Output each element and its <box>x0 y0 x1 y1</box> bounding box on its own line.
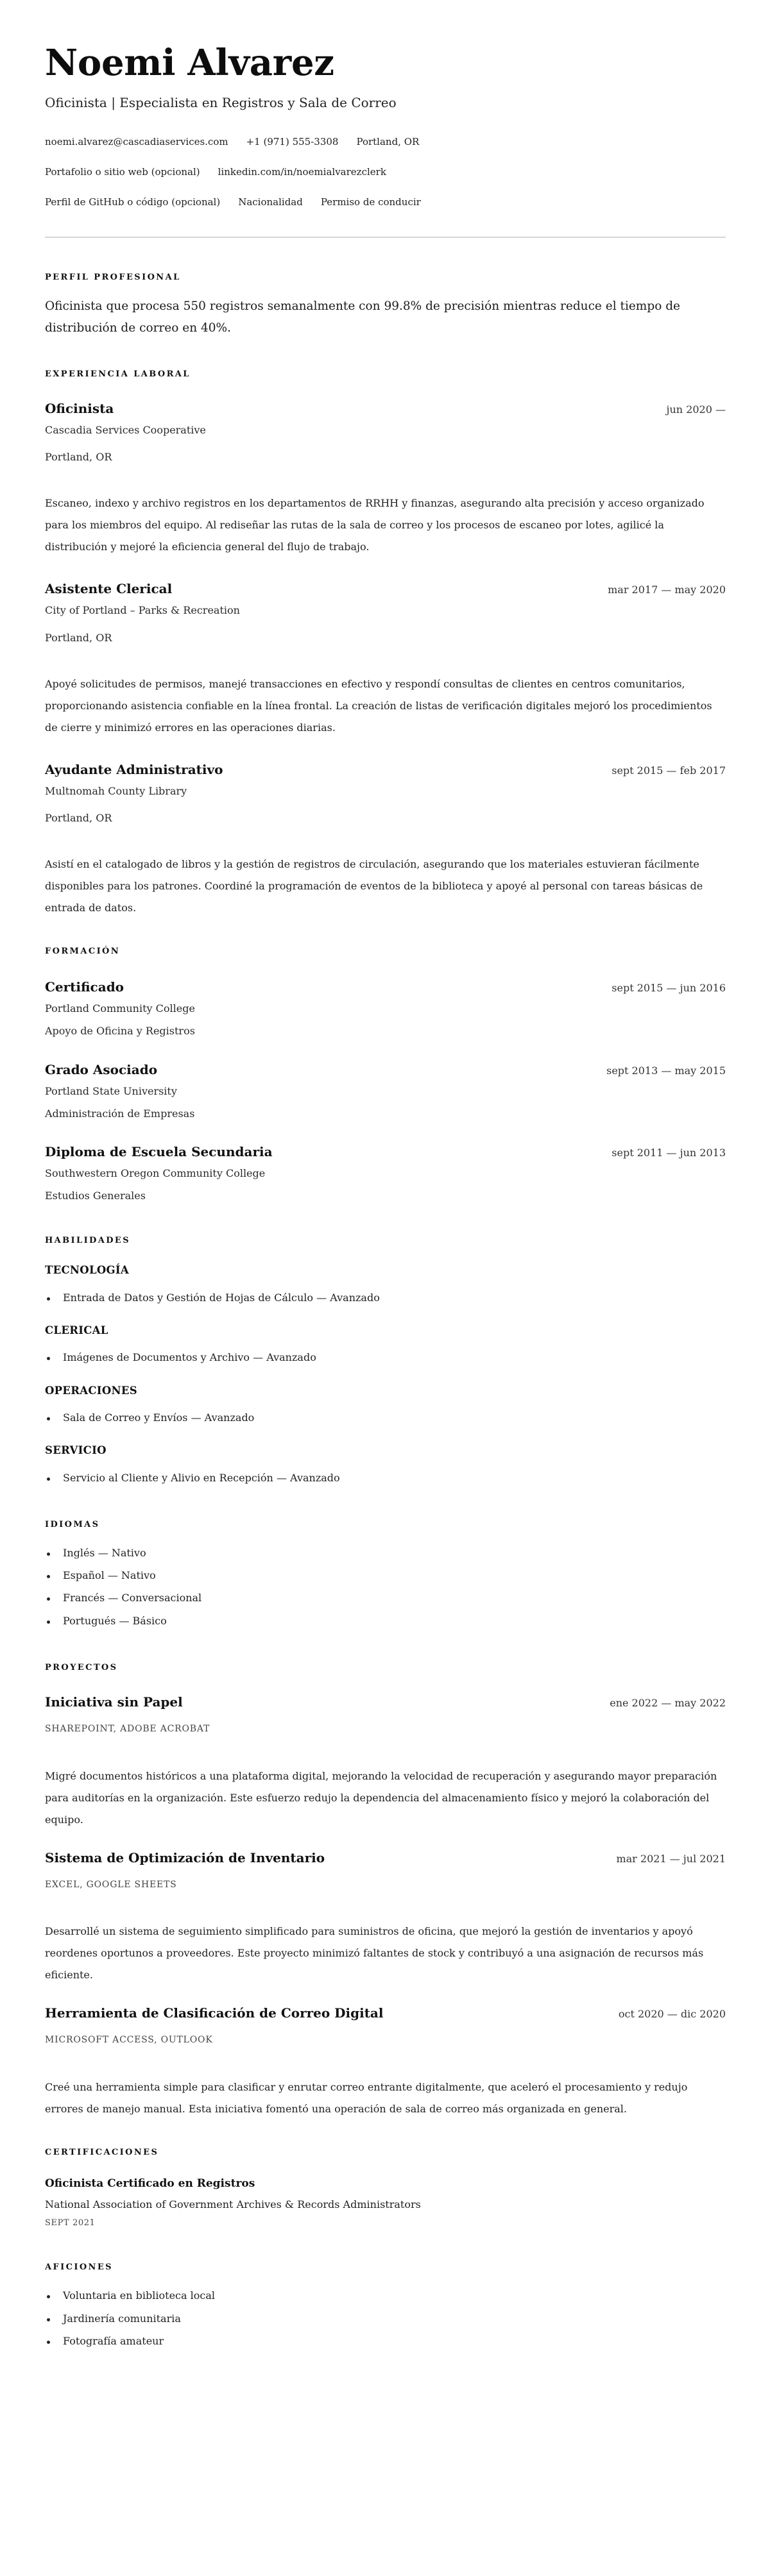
skill-category-name: OPERACIONES <box>45 1384 137 1397</box>
header-divider <box>45 237 726 238</box>
language-item: Francés — Conversacional <box>45 1592 726 1604</box>
project-dates: mar 2021 — jul 2021 <box>616 1852 726 1865</box>
job-title: Oficinista <box>45 401 114 416</box>
hobbies-section <box>45 2263 726 2347</box>
section-title-hobbies: AFICIONES <box>45 2262 113 2273</box>
project-tech: MICROSOFT ACCESS, OUTLOOK <box>45 2035 213 2046</box>
hobby-item: Fotografía amateur <box>45 2335 726 2347</box>
experience-item <box>45 581 726 738</box>
degree-title: Diploma de Escuela Secundaria <box>45 1143 273 1159</box>
contact-nationality: Nacionalidad <box>238 196 303 208</box>
school-name: Portland Community College <box>45 1002 195 1015</box>
project-tech: SHAREPOINT, ADOBE ACROBAT <box>45 1723 210 1734</box>
contact-row-primary <box>45 137 726 147</box>
contact-row-extra <box>45 198 726 207</box>
field-of-study: Estudios Generales <box>45 1190 146 1202</box>
project-item <box>45 1694 726 1831</box>
contact-linkedin[interactable]: linkedin.com/in/noemialvarezclerk <box>218 166 386 178</box>
job-description: Apoyé solicitudes de permisos, manejé transacciones en efectivo y respondí consultas de clientes en centros comunitarios, proporcionando asistencia confiable en la línea frontal. La creación de listas de verificación digitales mejoró los procedimientos de cierre y minimizó errores en las operaciones diarias. <box>45 677 712 734</box>
languages-section <box>45 1520 726 1627</box>
project-description: Migré documentos históricos a una plataforma digital, mejorando la velocidad de recuperación y asegurando mayor preparación para auditorías en la organización. Este esfuerzo redujo la dependencia del almacenamiento físico y mejoró la colaboración del equipo. <box>45 1769 717 1826</box>
skill-category <box>45 1265 726 1304</box>
contact-portfolio[interactable]: Portafolio o sitio web (opcional) <box>45 166 200 178</box>
job-company: City of Portland – Parks & Recreation <box>45 604 240 617</box>
section-title-certifications: CERTIFICACIONES <box>45 2148 159 2158</box>
project-description: Creé una herramienta simple para clasificar y enrutar correo entrante digitalmente, que aceleró el procesamiento y redujo errores de manejo manual. Esta iniciativa fomentó una operación de sala de correo más organizada en general. <box>45 2081 688 2116</box>
skill-category-name: TECNOLOGÍA <box>45 1264 130 1277</box>
contact-location: Portland, OR <box>356 136 420 147</box>
section-title-experience: EXPERIENCIA LABORAL <box>45 369 191 379</box>
skills-section <box>45 1236 726 1484</box>
contact-email[interactable]: noemi.alvarez@cascadiaservices.com <box>45 136 228 147</box>
project-name: Iniciativa sin Papel <box>45 1694 183 1710</box>
skill-item: Servicio al Cliente y Alivio en Recepción — Avanzado <box>45 1472 726 1484</box>
resume-header <box>45 0 726 238</box>
section-title-education: FORMACIÓN <box>45 947 121 957</box>
project-dates: oct 2020 — dic 2020 <box>618 2008 726 2021</box>
job-company: Multnomah County Library <box>45 784 187 797</box>
job-title: Ayudante Administrativo <box>45 761 223 777</box>
education-item <box>45 1062 726 1120</box>
experience-section <box>45 370 726 919</box>
education-item <box>45 1144 726 1202</box>
experience-item <box>45 401 726 558</box>
skill-item: Sala de Correo y Envíos — Avanzado <box>45 1411 726 1424</box>
project-name: Sistema de Optimización de Inventario <box>45 1849 325 1865</box>
language-item: Español — Nativo <box>45 1569 726 1581</box>
project-name: Herramienta de Clasificación de Correo Digital <box>45 2005 384 2021</box>
certification-name: Oficinista Certificado en Registros <box>45 2177 255 2191</box>
job-title: Asistente Clerical <box>45 581 173 597</box>
certification-date: SEPT 2021 <box>45 2218 96 2228</box>
skill-category-name: SERVICIO <box>45 1444 107 1457</box>
job-location: Portland, OR <box>45 811 112 824</box>
job-company: Cascadia Services Cooperative <box>45 424 206 436</box>
project-item <box>45 2005 726 2120</box>
contact-driving-license: Permiso de conducir <box>320 196 421 208</box>
job-dates: jun 2020 — <box>666 403 726 416</box>
job-description: Escaneo, indexo y archivo registros en los departamentos de RRHH y finanzas, asegurando alta precisión y acceso organizado para los miembros del equipo. Al rediseñar las rutas de la sala de correo y los procesos de escaneo por lotes, agilicé la distribución y mejoré la eficiencia general del flujo de trabajo. <box>45 497 705 553</box>
education-dates: sept 2011 — jun 2013 <box>612 1146 726 1159</box>
project-item <box>45 1850 726 1987</box>
candidate-headline: Oficinista | Especialista en Registros y Sala de Correo <box>45 95 397 110</box>
contact-row-links <box>45 167 726 177</box>
language-item: Inglés — Nativo <box>45 1547 726 1559</box>
section-title-skills: HABILIDADES <box>45 1236 130 1246</box>
section-title-projects: PROYECTOS <box>45 1662 118 1672</box>
project-tech: EXCEL, GOOGLE SHEETS <box>45 1879 177 1890</box>
education-section <box>45 947 726 1202</box>
school-name: Portland State University <box>45 1084 177 1097</box>
education-dates: sept 2015 — jun 2016 <box>612 982 726 995</box>
project-description: Desarrollé un sistema de seguimiento simplificado para suministros de oficina, que mejoró la gestión de inventarios y apoyó reordenes oportunos a proveedores. Este proyecto minimizó faltantes de stock y contribuyó a una asignación de recursos más eficiente. <box>45 1925 704 1982</box>
certification-item <box>45 2177 726 2228</box>
job-description: Asistí en el catalogado de libros y la gestión de registros de circulación, asegurando que los materiales estuvieran fácilmente disponibles para los patrones. Coordiné la programación de eventos de la biblioteca y apoyé al personal con tareas básicas de entrada de datos. <box>45 858 703 914</box>
hobby-item: Jardinería comunitaria <box>45 2312 726 2325</box>
field-of-study: Apoyo de Oficina y Registros <box>45 1025 195 1038</box>
education-dates: sept 2013 — may 2015 <box>606 1064 726 1077</box>
projects-section <box>45 1663 726 2120</box>
project-dates: ene 2022 — may 2022 <box>610 1696 726 1709</box>
certification-issuer: National Association of Government Archives & Records Administrators <box>45 2198 421 2210</box>
skill-item: Imágenes de Documentos y Archivo — Avanzado <box>45 1351 726 1363</box>
job-location: Portland, OR <box>45 451 112 464</box>
contact-phone[interactable]: +1 (971) 555-3308 <box>246 136 339 147</box>
job-dates: sept 2015 — feb 2017 <box>612 764 726 777</box>
degree-title: Grado Asociado <box>45 1061 158 1077</box>
contact-github[interactable]: Perfil de GitHub o código (opcional) <box>45 196 221 208</box>
skill-category <box>45 1326 726 1364</box>
summary-text: Oficinista que procesa 550 registros semanalmente con 99.8% de precisión mientras reduce el tiempo de distribución de correo en 40%. <box>45 299 681 335</box>
summary-section <box>45 273 726 339</box>
job-dates: mar 2017 — may 2020 <box>608 584 726 596</box>
section-title-languages: IDIOMAS <box>45 1520 100 1529</box>
field-of-study: Administración de Empresas <box>45 1107 195 1120</box>
skill-category <box>45 1445 726 1484</box>
certifications-section <box>45 2148 726 2228</box>
degree-title: Certificado <box>45 979 124 995</box>
school-name: Southwestern Oregon Community College <box>45 1166 266 1179</box>
section-title-summary: PERFIL PROFESIONAL <box>45 273 181 282</box>
job-location: Portland, OR <box>45 631 112 644</box>
skill-item: Entrada de Datos y Gestión de Hojas de Cálculo — Avanzado <box>45 1292 726 1304</box>
candidate-name: Noemi Alvarez <box>45 42 334 84</box>
language-item: Portugués — Básico <box>45 1615 726 1627</box>
experience-item <box>45 762 726 919</box>
hobby-item: Voluntaria en biblioteca local <box>45 2289 726 2302</box>
education-item <box>45 979 726 1037</box>
skill-category <box>45 1386 726 1424</box>
skill-category-name: CLERICAL <box>45 1324 108 1336</box>
